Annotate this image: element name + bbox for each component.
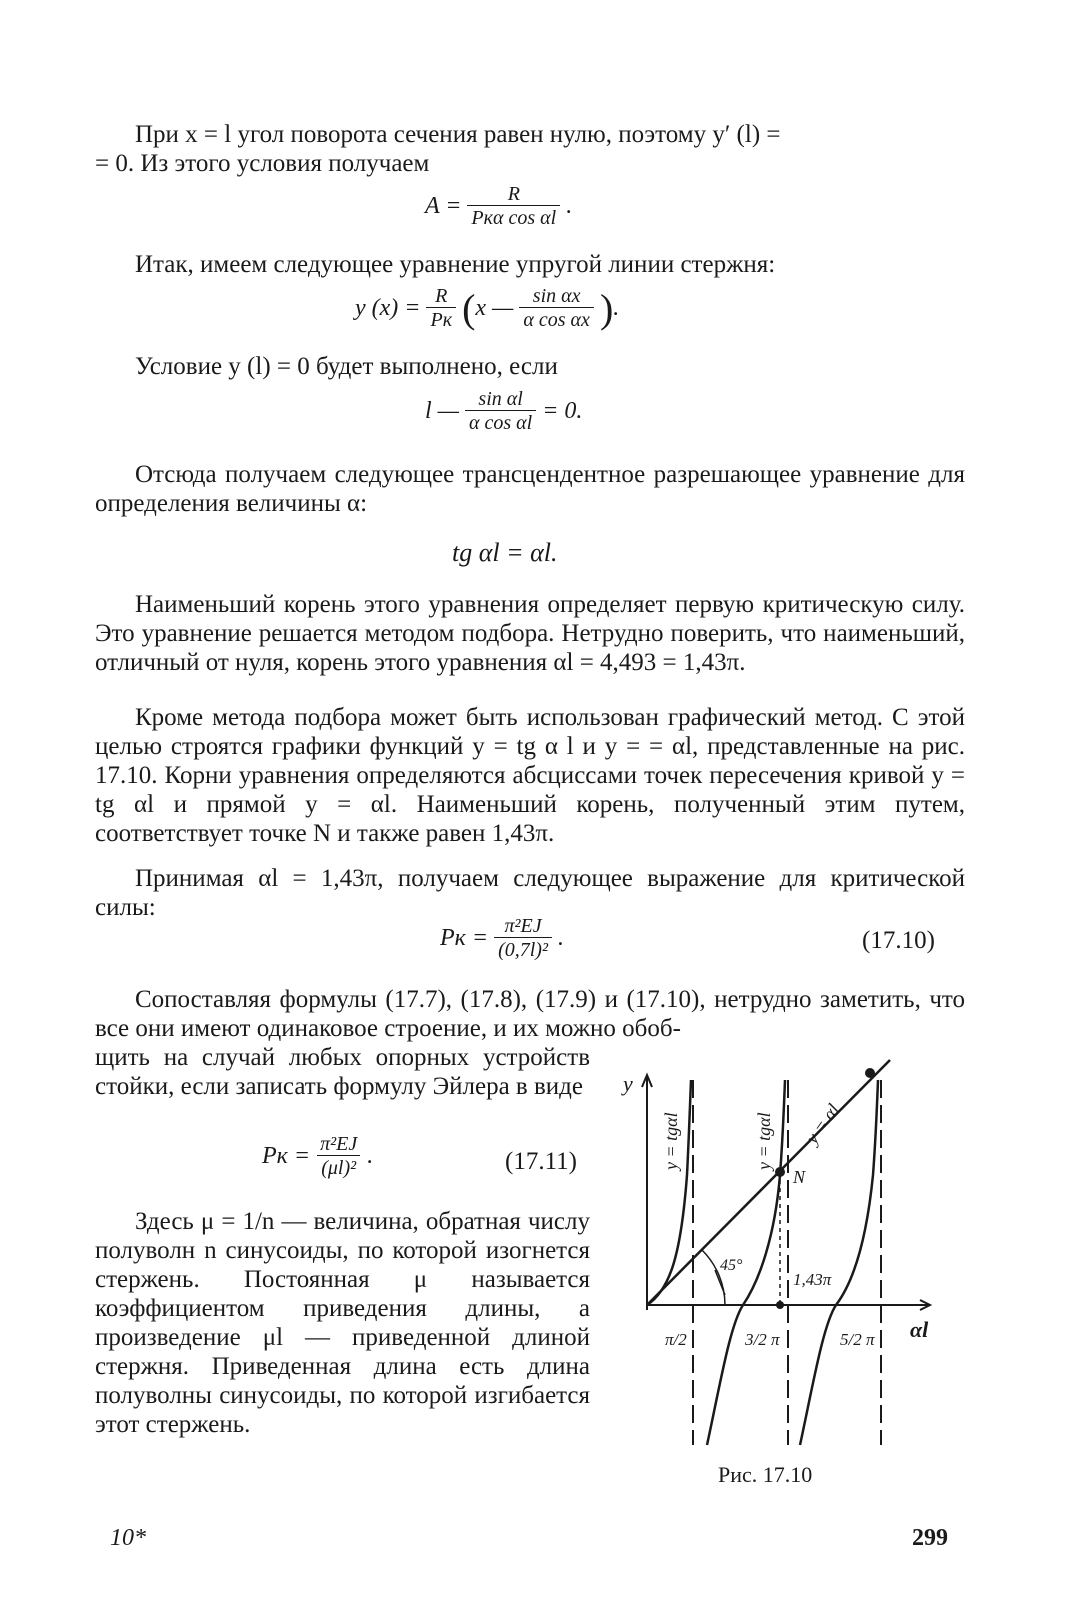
formula-lhs: Pк = [440,925,489,951]
figure-caption: Рис. 17.10 [718,1462,813,1487]
tick-label-2: 3/2 π [745,1330,780,1349]
formula-critical-force [440,915,564,962]
y-axis-label: y [623,1071,633,1096]
formula-euler [262,1133,373,1180]
paragraph: Сопоставляя формулы (17.7), (17.8), (17.9) и (17.10), нетрудно заметить, что все они имеют одинаковое строение, и их можно обоб- [95,986,965,1042]
formula-A [425,183,572,230]
root-marker [776,1301,784,1309]
x-axis-label: αl [910,1317,929,1342]
numerator: π²EJ [320,1133,358,1155]
fraction [519,285,594,332]
formula-transcendental: tg αl = αl. [452,538,558,567]
intersection-point [865,1068,875,1078]
formula-condition [425,388,582,435]
point-label: N [793,1167,806,1187]
paragraph: Отсюда получаем следующее трансцендентное разрешающее уравнение для определения величины α: [95,461,965,517]
tick-label-1: π/2 [665,1330,687,1349]
paragraph: щить на случай любых опорных устройств стойки, если записать формулу Эйлера в виде [95,1044,590,1100]
point-N [775,1167,785,1177]
equation-number: (17.11) [505,1148,577,1175]
formula-end: . [367,1143,374,1169]
close-paren: ) [599,285,614,331]
denominator: α cos αx [519,307,594,332]
denominator: α cos αl [465,410,536,435]
formula-lhs: Pк = [262,1143,311,1169]
numerator: sin αx [532,285,581,307]
denominator: (0,7l)² [494,937,552,962]
formula-rhs: = 0. [542,398,583,424]
fraction [316,1133,361,1180]
open-paren: ( [462,285,476,331]
line-label: y = αl [801,1100,844,1148]
page-number: 299 [912,1525,948,1551]
paragraph-line: Условие y (l) = 0 будет выполнено, если [135,353,558,380]
curve-label-1: y = tgαl [661,1112,681,1170]
denominator: Pк [426,307,456,332]
formula-end: . [557,925,564,951]
formula-end: . [566,193,573,219]
figure-tangent-graph [615,1055,960,1455]
numerator: R [435,285,448,307]
signature-mark: 10* [110,1525,146,1551]
angle-label: 45° [720,1257,743,1274]
formula-term: x — [475,295,514,321]
formula-lhs: y (x) = [355,295,421,321]
fraction [494,915,552,962]
denominator: (μl)² [317,1155,360,1180]
fraction [467,183,560,230]
tick-label-3: 5/2 π [840,1330,875,1349]
paragraph: Кроме метода подбора может быть использован графический метод. С этой целью строятся графики функций y = tg α l и y = = αl, представленные на рис. 17.10. Корни уравнения определяются абсциссами точек пересечения кривой y = tg αl и прямой y = αl. Наименьший корень, полученный этим путем, соответствует точке N и также равен 1,43π. [95,704,965,847]
numerator: R [507,183,520,205]
paragraph-line: Итак, имеем следующее уравнение упругой линии стержня: [135,251,776,278]
curve-label-2: y = tgαl [754,1112,774,1170]
fraction [426,285,456,332]
paragraph: Здесь μ = 1/n — величина, обратная числу полуволн n синусоиды, по которой изогнется стержень. Постоянная μ называется коэффициентом приведения длины, а произведение μl — приведенной длиной стержня. Приведенная длина есть длина полуволны синусоиды, по которой изгибается этот стержень. [95,1208,590,1438]
formula-deflection [355,285,619,332]
formula-lhs: A = [425,193,462,219]
formula-end: . [613,295,620,321]
numerator: sin αl [478,388,523,410]
numerator: π²EJ [504,915,542,937]
root-label: 1,43π [793,1270,832,1289]
paragraph-line: При x = l угол поворота сечения равен нулю, поэтому y′ (l) = [135,121,781,148]
equation-number: (17.10) [862,927,935,954]
paragraph: Принимая αl = 1,43π, получаем следующее выражение для критической силы: [95,865,965,921]
paragraph-line: = 0. Из этого условия получаем [95,150,430,177]
paragraph: Наименьший корень этого уравнения определяет первую критическую силу. Это уравнение решается методом подбора. Нетрудно поверить, что наименьший, отличный от нуля, корень этого уравнения αl = 4,493 = 1,43π. [95,591,965,676]
denominator: Pкα cos αl [467,205,560,230]
formula-lhs: l — [425,398,460,424]
fraction [465,388,536,435]
